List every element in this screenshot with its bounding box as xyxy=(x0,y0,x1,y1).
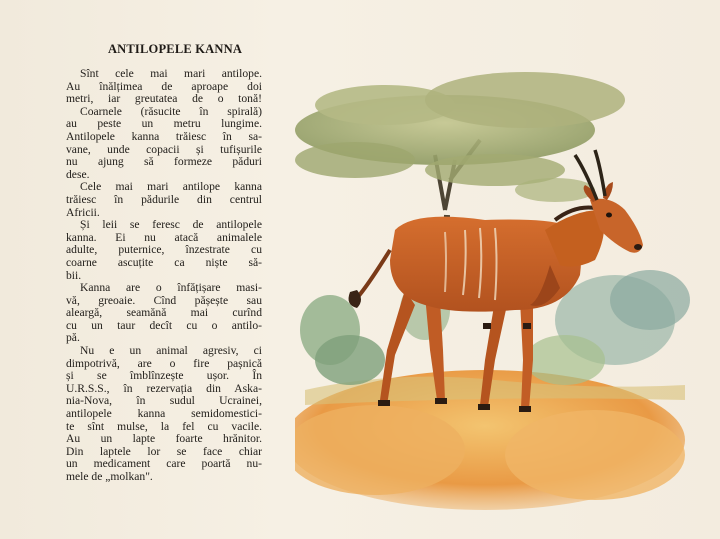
eland-illustration xyxy=(295,60,695,520)
text-line: pă. xyxy=(66,331,80,345)
text-line: vane, unde copacii și tufișurile xyxy=(66,142,262,156)
text-line: adulte, puternice, înzestrate cu xyxy=(66,243,262,257)
text-line: Și leii se feresc de antilopele xyxy=(80,218,262,232)
text-line: trăiesc în pădurile din centrul xyxy=(66,192,262,206)
text-line: bii. xyxy=(66,268,82,282)
page-title: ANTILOPELE KANNA xyxy=(107,42,243,56)
text-line: un medicament care poartă nu- xyxy=(66,457,262,471)
text-line: Kanna are o înfățișare masi- xyxy=(80,281,262,295)
text-line: aleargă, seamănă mai curînd xyxy=(66,306,262,320)
text-line: Sînt cele mai mari antilope. xyxy=(80,67,262,80)
text-line: Din laptele lor se face chiar xyxy=(66,444,262,458)
text-line: dese. xyxy=(66,167,90,181)
text-line: kanna. Ei nu atacă animalele xyxy=(66,230,262,244)
text-line: te sînt mulse, la fel cu vacile. xyxy=(66,419,262,433)
text-line: Au înălțimea de aproape doi xyxy=(66,79,262,93)
text-line: coarne ascuțite ca niște să- xyxy=(66,255,262,269)
text-line: Nu e un animal agresiv, ci xyxy=(80,344,262,358)
text-line: Africii. xyxy=(66,205,100,219)
body-text xyxy=(66,68,262,484)
text-line: cu un taur decît cu o antilo- xyxy=(66,318,262,332)
text-line: Antilopele kanna trăiesc în sa- xyxy=(66,129,262,143)
text-line: nu ajung să formeze păduri xyxy=(66,155,262,169)
text-line: antilopele kanna semidomestici- xyxy=(66,407,262,421)
text-line: au peste un metru lungime. xyxy=(66,117,262,131)
text-line: metri, iar greutatea de o tonă! xyxy=(66,92,262,106)
text-line: Cele mai mari antilope kanna xyxy=(80,180,262,194)
text-line: mele de „molkan". xyxy=(66,470,153,483)
text-line: Au un lapte foarte hrănitor. xyxy=(66,432,262,446)
text-line: și se îmblînzește ușor. În xyxy=(66,369,262,383)
text-line: nia-Nova, în sudul Ucrainei, xyxy=(66,394,262,408)
text-line: vă, greoaie. Cînd pășește sau xyxy=(66,293,262,307)
text-line: U.R.S.S., în rezervația din Aska- xyxy=(66,381,262,395)
text-line: dimpotrivă, are o fire pașnică xyxy=(66,356,262,370)
text-line: Coarnele (răsucite în spirală) xyxy=(80,104,262,118)
